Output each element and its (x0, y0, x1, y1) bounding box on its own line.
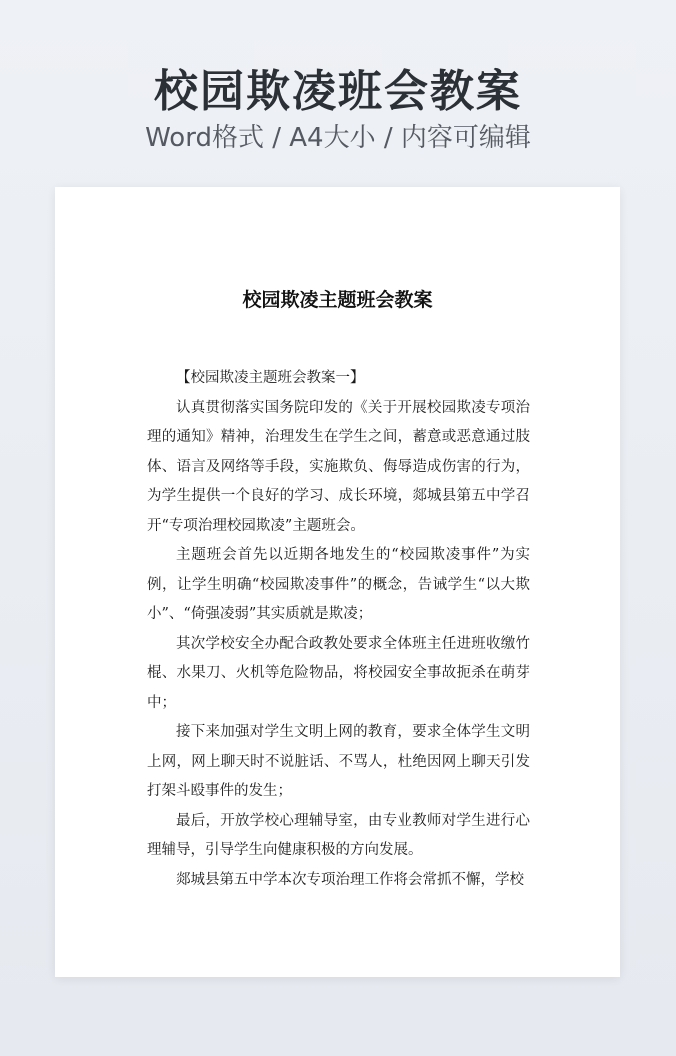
section-heading: 【校园欺凌主题班会教案一】 (176, 370, 365, 386)
paragraph: 主题班会首先以近期各地发生的“校园欺凌事件”为实例，让学生明确“校园欺凌事件”的概念，告诫学生“以大欺小”、“倚强凌弱”其实质就是欺凌； (147, 547, 530, 622)
paragraph: 其次学校安全办配合政教处要求全体班主任进班收缴竹棍、水果刀、火机等危险物品，将校园安全事故扼杀在萌芽中； (147, 635, 530, 711)
paragraph: 最后，开放学校心理辅导室，由专业教师对学生进行心理辅导，引导学生向健康积极的方向发展。 (147, 812, 530, 858)
banner-subtitle: Word格式 / A4大小 / 内容可编辑 (145, 123, 531, 153)
document-body (147, 364, 530, 895)
banner-title: 校园欺凌班会教案 (154, 66, 522, 117)
paragraph: 认真贯彻落实国务院印发的《关于开展校园欺凌专项治理的通知》精神，治理发生在学生之间，蓄意或恶意通过肢体、语言及网络等手段，实施欺负、侮辱造成伤害的行为，为学生提供一个良好的学习、成长环境，郯城县第五中学召开“专项治理校园欺凌”主题班会。 (147, 399, 530, 534)
paragraph: 接下来加强对学生文明上网的教育，要求全体学生文明上网，网上聊天时不说脏话、不骂人，杜绝因网上聊天引发打架斗殴事件的发生； (147, 724, 530, 799)
document-title: 校园欺凌主题班会教案 (242, 289, 433, 311)
document-page (55, 187, 620, 977)
paragraph: 郯城县第五中学本次专项治理工作将会常抓不懈，学校 (176, 871, 524, 888)
